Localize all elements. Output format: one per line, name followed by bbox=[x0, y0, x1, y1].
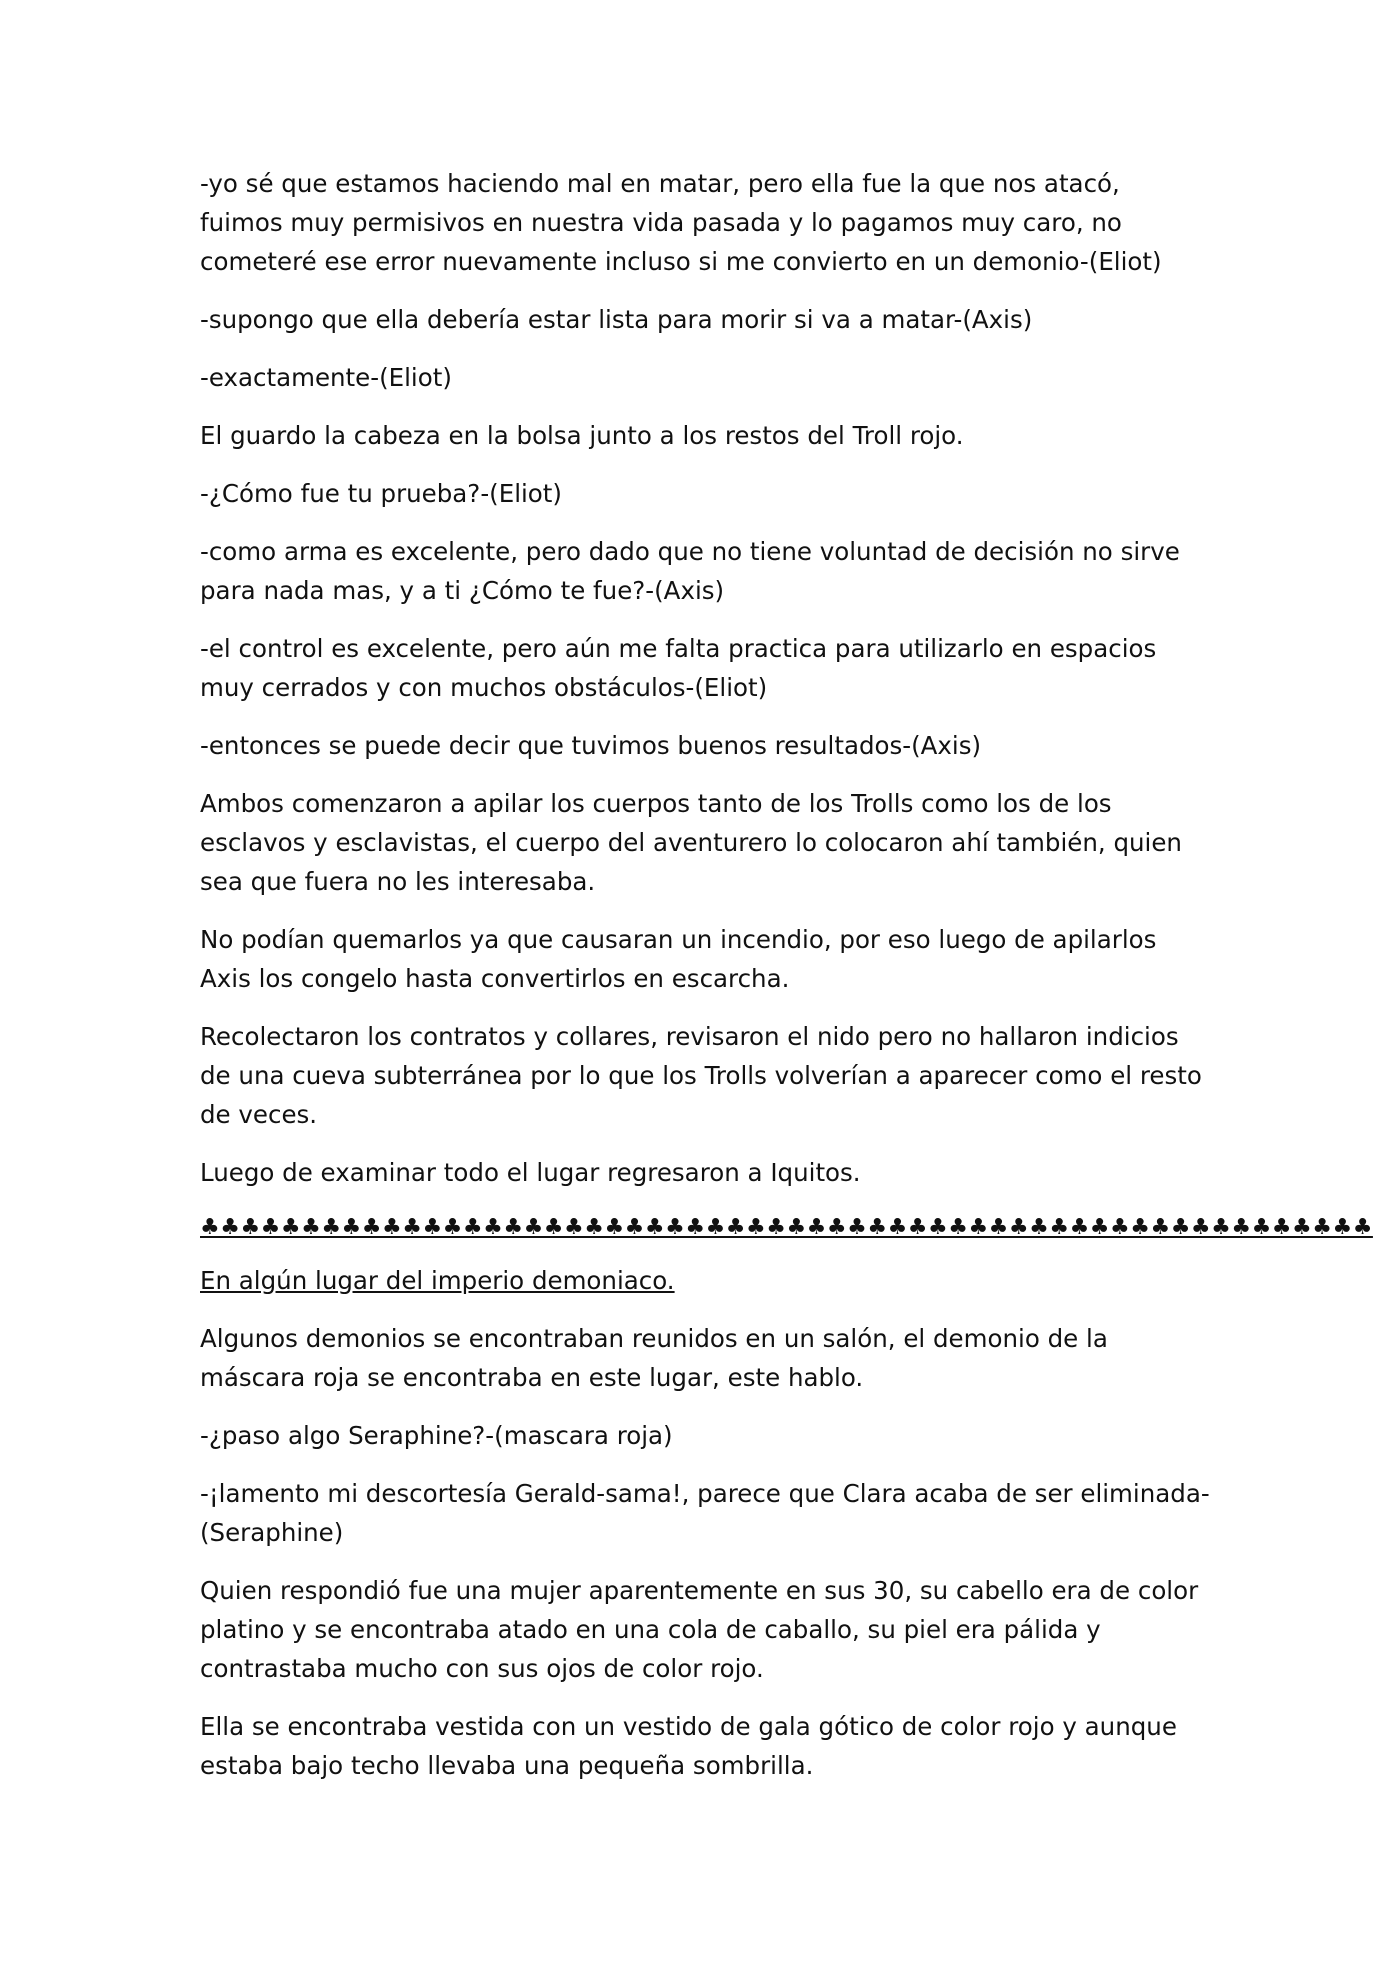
paragraph: Ella se encontraba vestida con un vestido de gala gótico de color rojo y aunque estaba bajo techo llevaba una pequeña sombrilla. bbox=[200, 1712, 1177, 1780]
paragraph: -¡lamento mi descortesía Gerald-sama!, parece que Clara acaba de ser eliminada-(Seraphine) bbox=[200, 1479, 1210, 1547]
paragraph: -yo sé que estamos haciendo mal en matar, pero ella fue la que nos atacó, fuimos muy permisivos en nuestra vida pasada y lo pagamos muy caro, no cometeré ese error nuevamente incluso si me convierto en un demonio-(Eliot) bbox=[200, 169, 1162, 276]
paragraph: Recolectaron los contratos y collares, revisaron el nido pero no hallaron indicios de una cueva subterránea por lo que los Trolls volverían a aparecer como el resto de veces. bbox=[200, 1022, 1202, 1129]
paragraph: No podían quemarlos ya que causaran un incendio, por eso luego de apilarlos Axis los congelo hasta convertirlos en escarcha. bbox=[200, 925, 1157, 993]
paragraph: -como arma es excelente, pero dado que no tiene voluntad de decisión no sirve para nada mas, y a ti ¿Cómo te fue?-(Axis) bbox=[200, 537, 1180, 605]
paragraph: -¿paso algo Seraphine?-(mascara roja) bbox=[200, 1421, 673, 1450]
paragraph: Quien respondió fue una mujer aparentemente en sus 30, su cabello era de color platino y se encontraba atado en una cola de caballo, su piel era pálida y contrastaba mucho con sus ojos de color rojo. bbox=[200, 1576, 1199, 1683]
paragraph: Luego de examinar todo el lugar regresaron a Iquitos. bbox=[200, 1158, 861, 1187]
paragraph: Algunos demonios se encontraban reunidos en un salón, el demonio de la máscara roja se encontraba en este lugar, este hablo. bbox=[200, 1324, 1108, 1392]
scene-separator: ♣♣♣♣♣♣♣♣♣♣♣♣♣♣♣♣♣♣♣♣♣♣♣♣♣♣♣♣♣♣♣♣♣♣♣♣♣♣♣♣♣♣♣♣♣♣♣♣♣♣♣♣♣♣♣♣♣♣ bbox=[200, 1215, 1373, 1240]
document-page bbox=[200, 164, 1373, 1804]
paragraph: -el control es excelente, pero aún me falta practica para utilizarlo en espacios muy cerrados y con muchos obstáculos-(Eliot) bbox=[200, 634, 1157, 702]
paragraph: Ambos comenzaron a apilar los cuerpos tanto de los Trolls como los de los esclavos y esclavistas, el cuerpo del aventurero lo colocaron ahí también, quien sea que fuera no les interesaba. bbox=[200, 789, 1182, 896]
section-heading: En algún lugar del imperio demoniaco. bbox=[200, 1266, 675, 1295]
paragraph: -entonces se puede decir que tuvimos buenos resultados-(Axis) bbox=[200, 731, 982, 760]
paragraph: El guardo la cabeza en la bolsa junto a los restos del Troll rojo. bbox=[200, 421, 964, 450]
paragraph: -exactamente-(Eliot) bbox=[200, 363, 452, 392]
paragraph: -supongo que ella debería estar lista para morir si va a matar-(Axis) bbox=[200, 305, 1033, 334]
paragraph: -¿Cómo fue tu prueba?-(Eliot) bbox=[200, 479, 562, 508]
